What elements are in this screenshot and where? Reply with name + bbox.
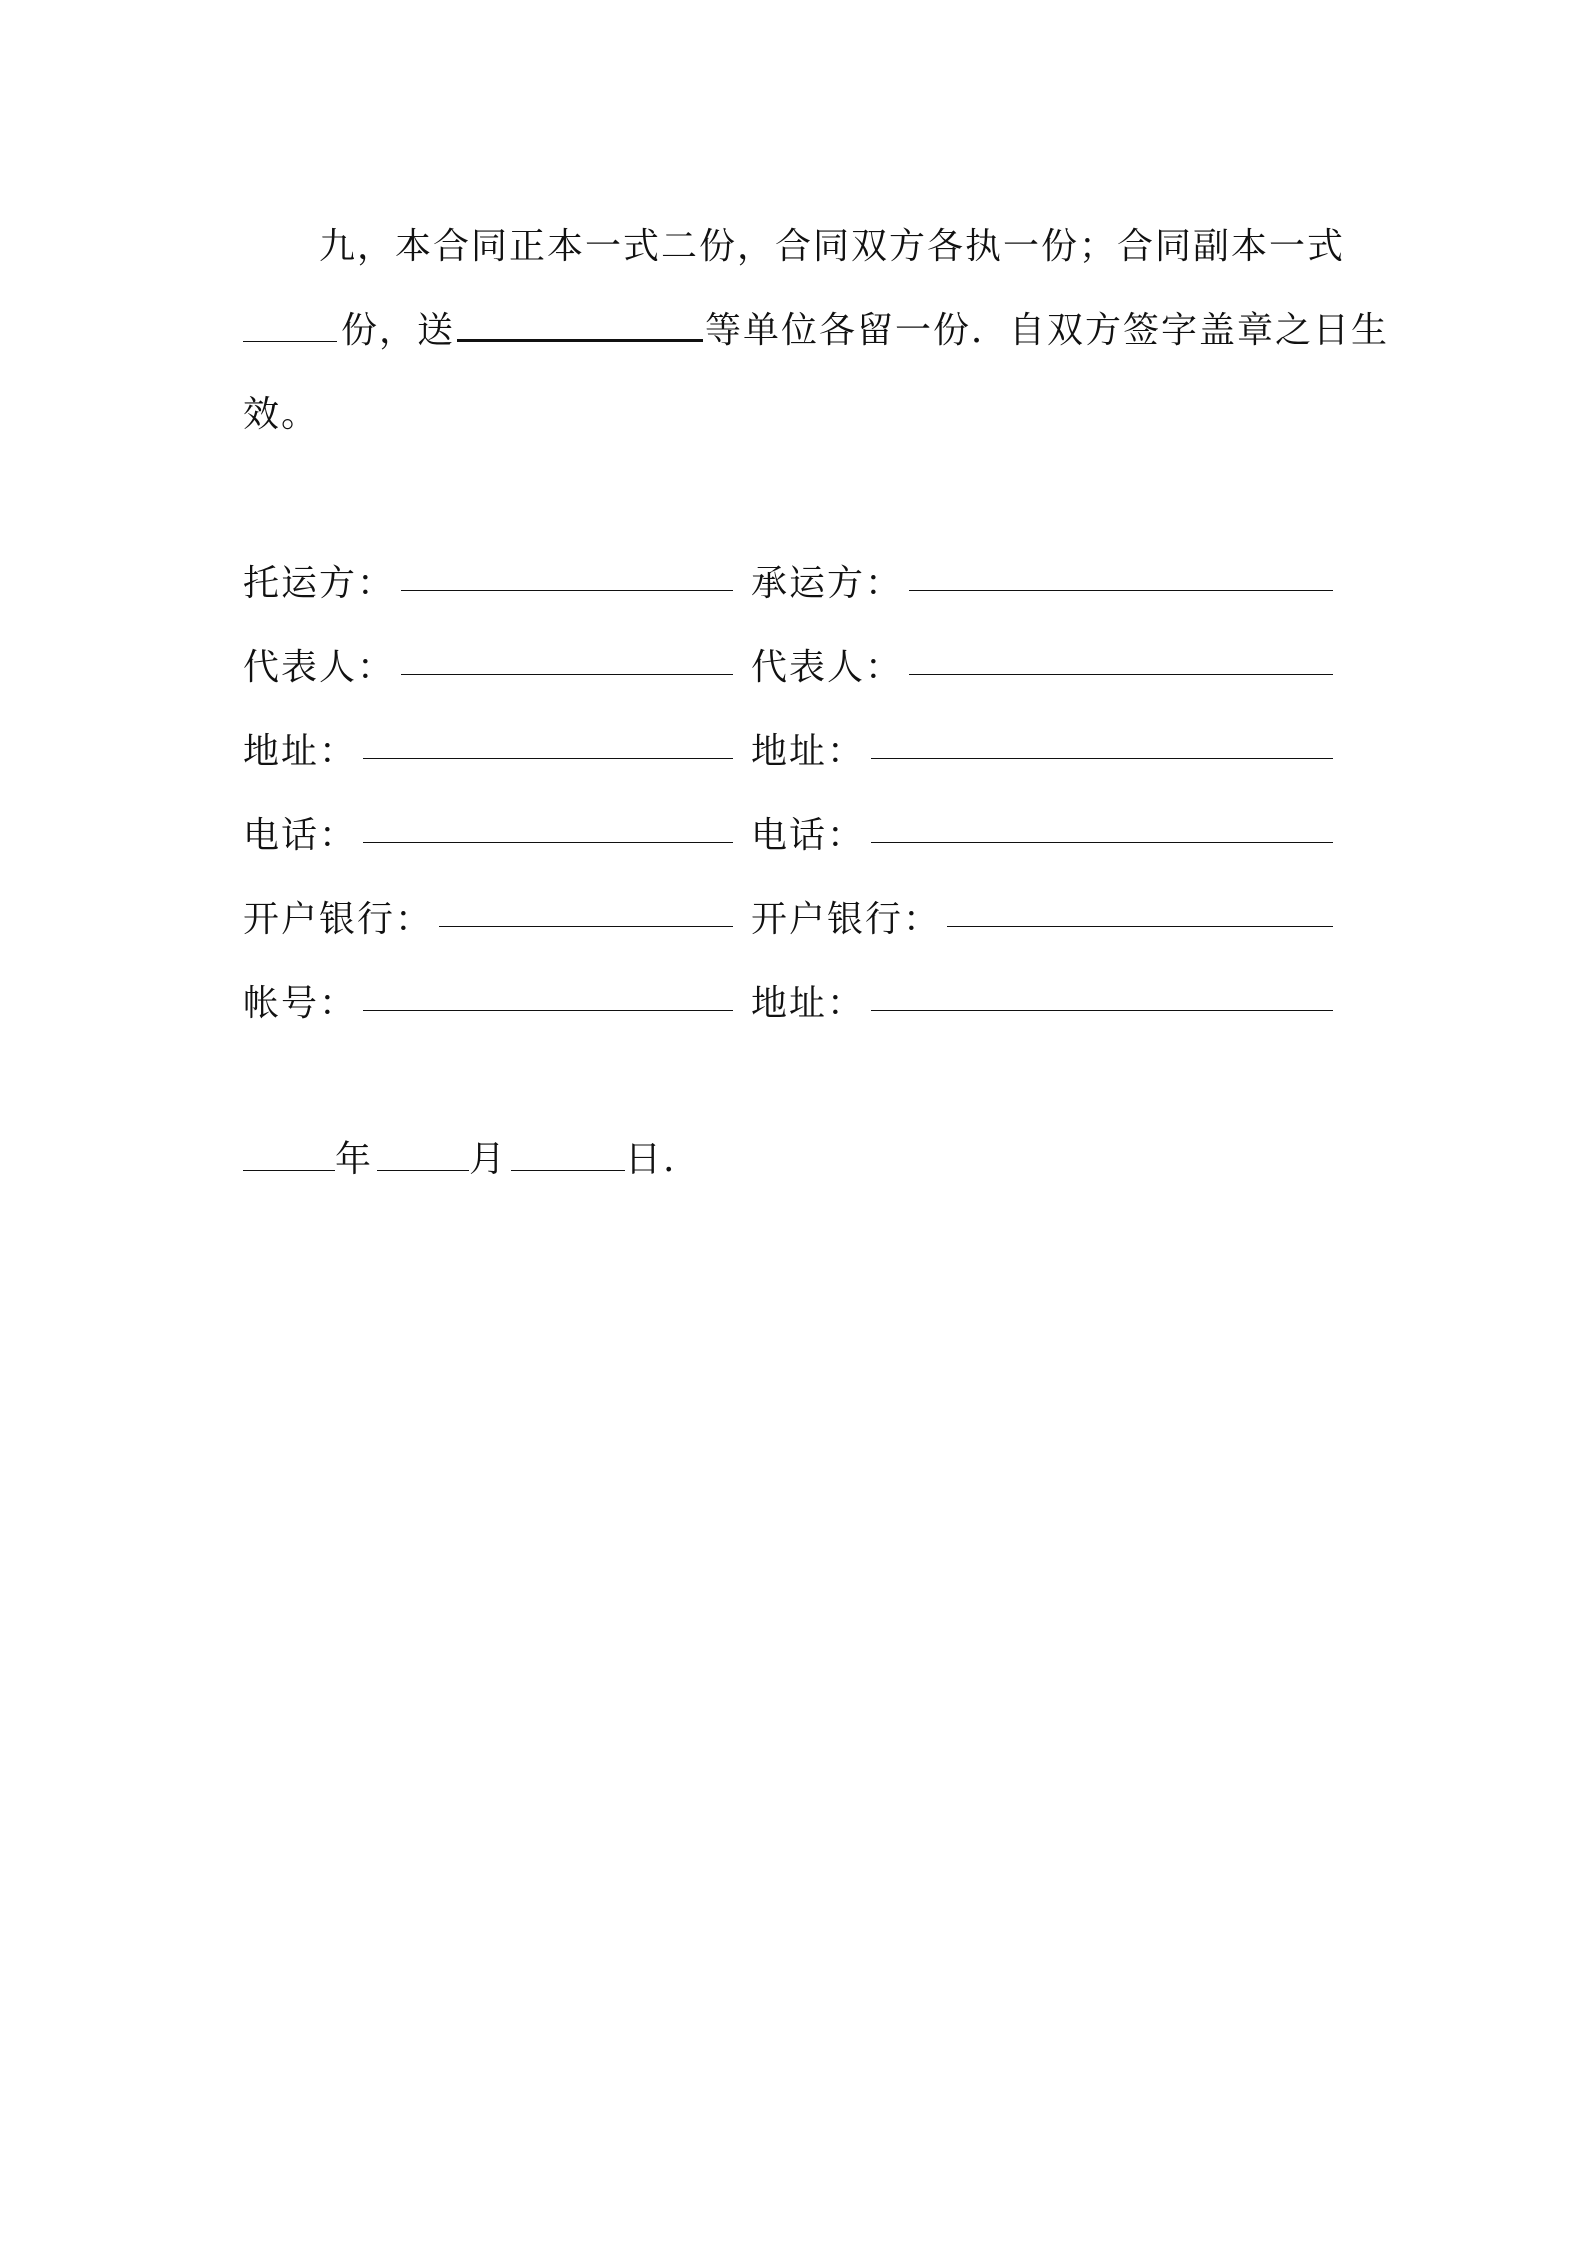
- right-bank-field[interactable]: [947, 886, 1333, 927]
- left-address-label: 地址：: [243, 731, 358, 772]
- clause-line-3: [243, 373, 1353, 457]
- right-address-label: 地址：: [751, 731, 866, 772]
- shipper-label: 托运方：: [243, 563, 396, 604]
- right-address-cell: [751, 710, 1333, 794]
- signature-row-representative: [243, 626, 1353, 710]
- day-blank[interactable]: [511, 1136, 625, 1171]
- right-phone-field[interactable]: [871, 802, 1333, 843]
- right-phone-label: 电话：: [751, 815, 866, 856]
- signature-row-bank: [243, 878, 1353, 962]
- left-phone-cell: [243, 794, 733, 878]
- signing-date: [243, 1118, 676, 1202]
- left-representative-label: 代表人：: [243, 647, 396, 688]
- right-representative-label: 代表人：: [751, 647, 904, 688]
- clause-text-2b: 等单位各留一份．自双方签字盖章之日生: [705, 310, 1390, 351]
- left-address-field[interactable]: [363, 718, 733, 759]
- shipper-cell: [243, 542, 733, 626]
- signature-row-shipper: [243, 542, 1353, 626]
- clause-line-2: [243, 289, 1390, 373]
- right-representative-field[interactable]: [909, 634, 1333, 675]
- left-phone-field[interactable]: [363, 802, 733, 843]
- signature-row-address: [243, 710, 1353, 794]
- left-bank-cell: [243, 878, 733, 962]
- left-account-cell: [243, 962, 733, 1046]
- shipper-field[interactable]: [401, 550, 733, 591]
- right-representative-cell: [751, 626, 1333, 710]
- right-address-2-label: 地址：: [751, 983, 866, 1024]
- year-label: 年: [335, 1139, 374, 1180]
- left-bank-field[interactable]: [439, 886, 733, 927]
- day-label: 日.: [625, 1139, 677, 1180]
- units-blank[interactable]: [457, 305, 703, 342]
- left-account-field[interactable]: [363, 970, 733, 1011]
- year-blank[interactable]: [243, 1136, 335, 1171]
- clause-nine: [243, 205, 1390, 457]
- left-bank-label: 开户银行：: [243, 899, 434, 940]
- clause-text-3: 效。: [243, 394, 320, 435]
- right-bank-label: 开户银行：: [751, 899, 942, 940]
- copies-blank[interactable]: [243, 307, 337, 342]
- right-address-2-field[interactable]: [871, 970, 1333, 1011]
- signature-row-account: [243, 962, 1353, 1046]
- left-address-cell: [243, 710, 733, 794]
- right-address-2-cell: [751, 962, 1333, 1046]
- right-address-field[interactable]: [871, 718, 1333, 759]
- clause-text-1: 九，本合同正本一式二份，合同双方各执一份；合同副本一式: [319, 226, 1346, 267]
- right-bank-cell: [751, 878, 1333, 962]
- signature-row-phone: [243, 794, 1353, 878]
- left-representative-cell: [243, 626, 733, 710]
- left-account-label: 帐号：: [243, 983, 358, 1024]
- clause-text-2a: 份，送: [341, 310, 456, 351]
- right-phone-cell: [751, 794, 1333, 878]
- left-representative-field[interactable]: [401, 634, 733, 675]
- clause-line-1: [243, 205, 1353, 289]
- month-blank[interactable]: [377, 1136, 469, 1171]
- left-phone-label: 电话：: [243, 815, 358, 856]
- carrier-label: 承运方：: [751, 563, 904, 604]
- month-label: 月: [469, 1139, 508, 1180]
- signature-block: [243, 542, 1353, 1046]
- carrier-field[interactable]: [909, 550, 1333, 591]
- carrier-cell: [751, 542, 1333, 626]
